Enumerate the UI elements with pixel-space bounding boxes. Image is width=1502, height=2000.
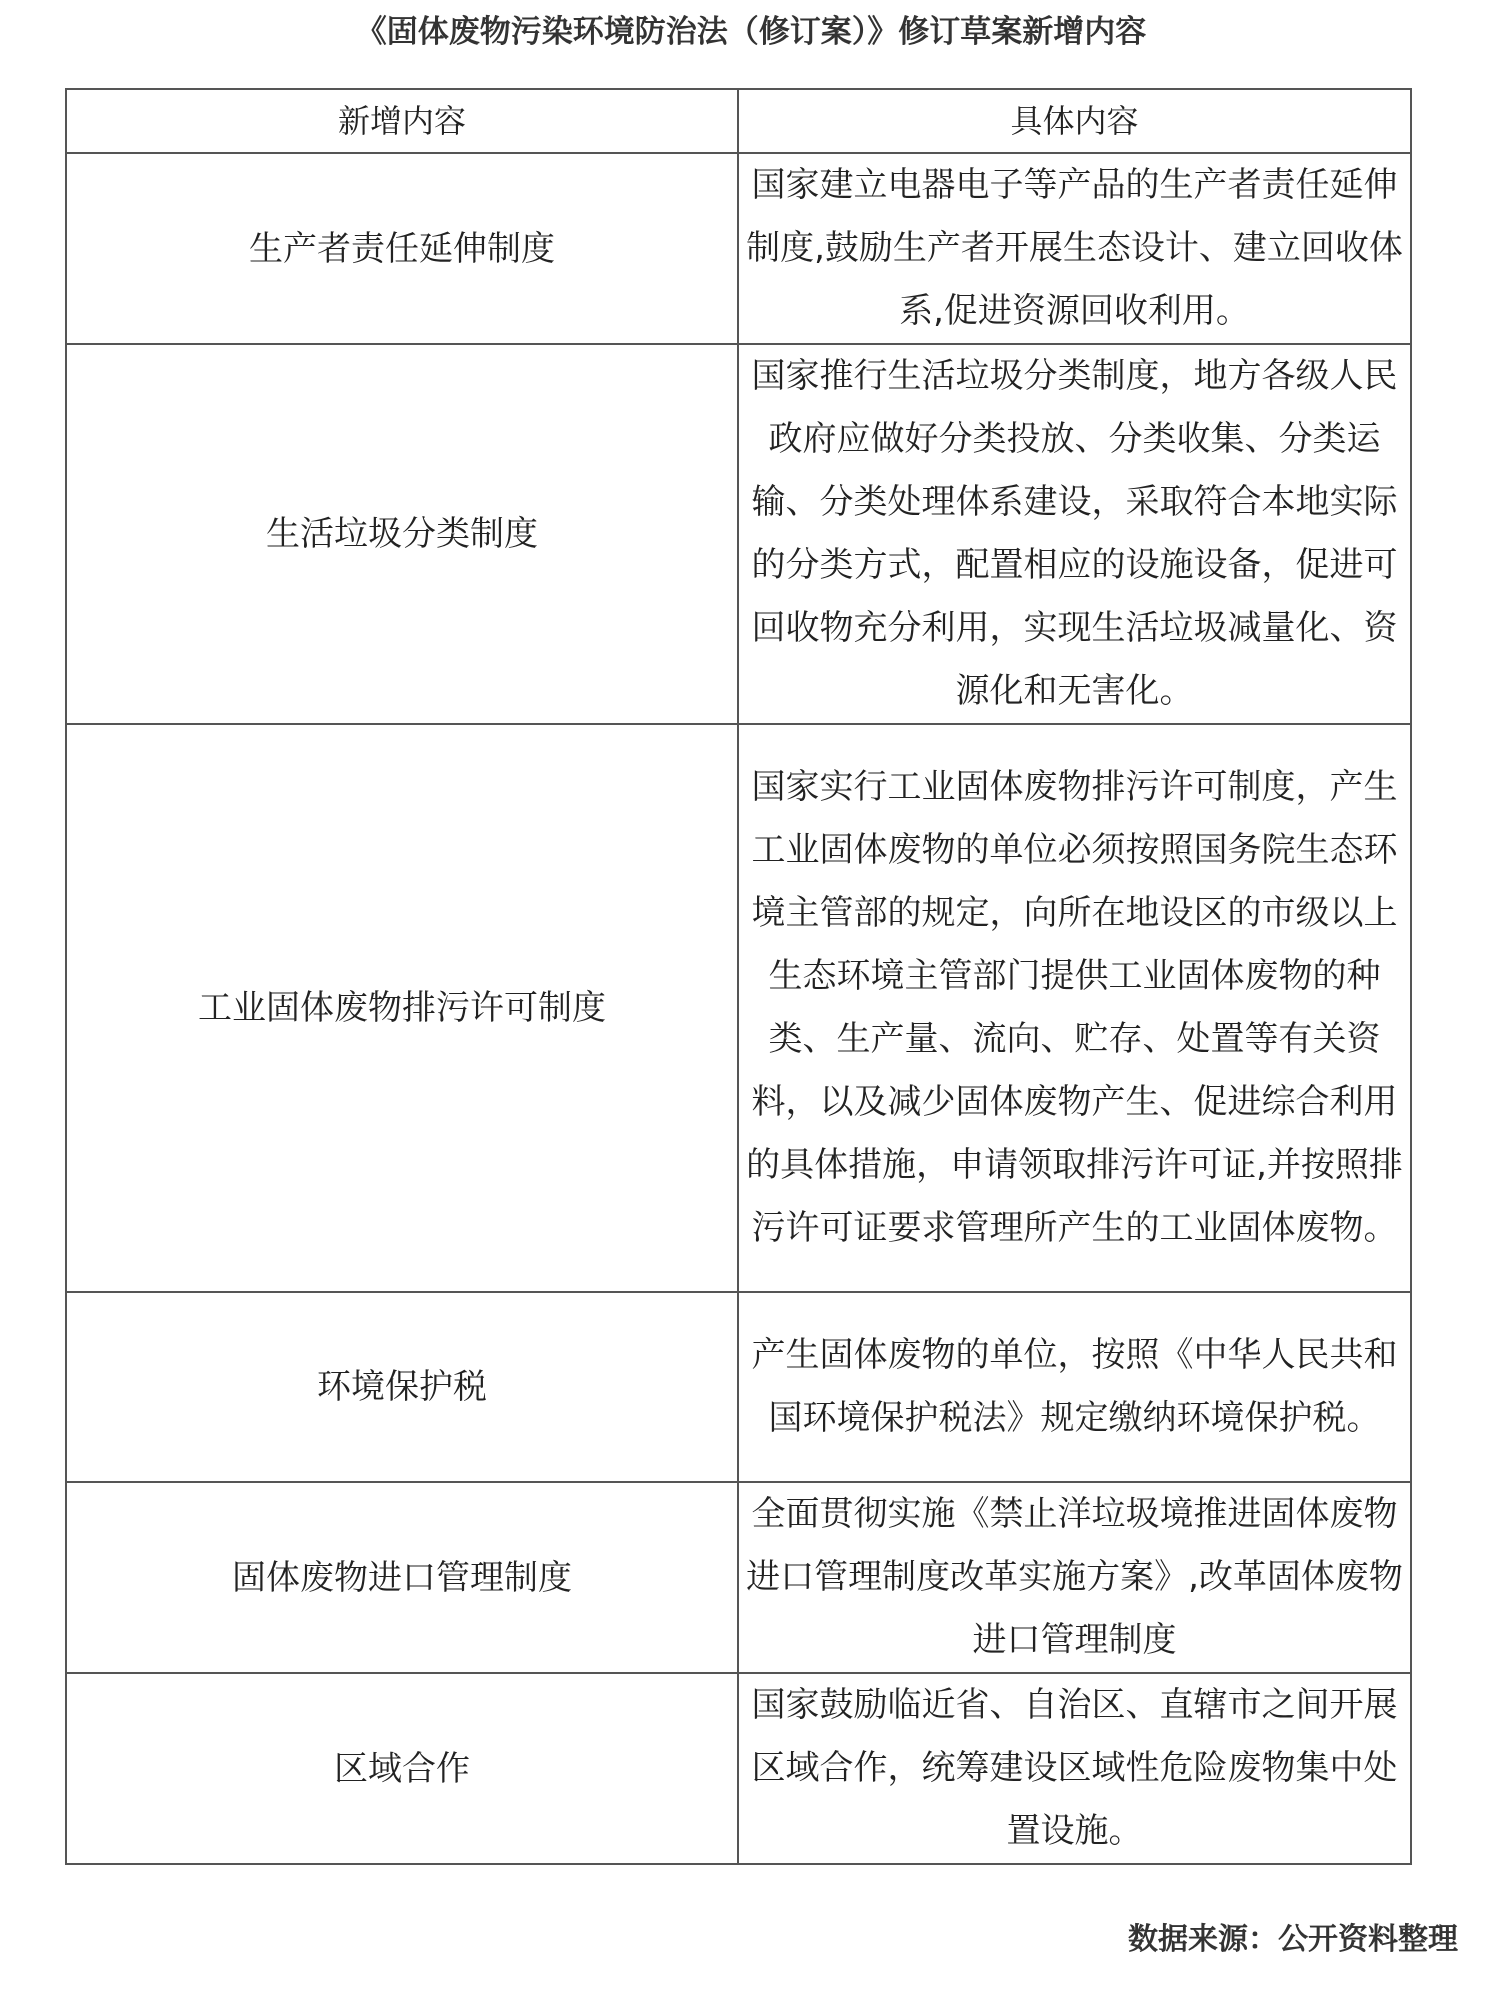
row-name: 生产者责任延伸制度 (66, 153, 738, 344)
header-new-content: 新增内容 (66, 89, 738, 153)
row-detail: 国家实行工业固体废物排污许可制度，产生工业固体废物的单位必须按照国务院生态环境主管部的规定，向所在地设区的市级以上生态环境主管部门提供工业固体废物的种类、生产量、流向、贮存、处置等有关资料，以及减少固体废物产生、促进综合利用的具体措施，申请领取排污许可证,并按照排污许可证要求管理所产生的工业固体废物。 (738, 724, 1411, 1292)
row-detail: 产生固体废物的单位，按照《中华人民共和国环境保护税法》规定缴纳环境保护税。 (738, 1292, 1411, 1482)
table-row (66, 153, 1411, 344)
row-name: 环境保护税 (66, 1292, 738, 1482)
table-header-row (66, 89, 1411, 153)
row-name: 生活垃圾分类制度 (66, 344, 738, 724)
row-name: 区域合作 (66, 1673, 738, 1864)
row-detail: 国家建立电器电子等产品的生产者责任延伸制度,鼓励生产者开展生态设计、建立回收体系,促进资源回收利用。 (738, 153, 1411, 344)
row-name: 固体废物进口管理制度 (66, 1482, 738, 1673)
table-row (66, 724, 1411, 1292)
row-detail: 国家鼓励临近省、自治区、直辖市之间开展区域合作，统筹建设区域性危险废物集中处置设施。 (738, 1673, 1411, 1864)
document-title: 《固体废物污染环境防治法（修订案）》修订草案新增内容 (355, 14, 1147, 50)
content-table (65, 88, 1412, 1865)
row-detail: 全面贯彻实施《禁止洋垃圾境推进固体废物进口管理制度改革实施方案》,改革固体废物进口管理制度 (738, 1482, 1411, 1673)
row-name: 工业固体废物排污许可制度 (66, 724, 738, 1292)
table-row (66, 1292, 1411, 1482)
table-row (66, 1482, 1411, 1673)
table-row (66, 1673, 1411, 1864)
header-specific-content: 具体内容 (738, 89, 1411, 153)
table-row (66, 344, 1411, 724)
row-detail: 国家推行生活垃圾分类制度，地方各级人民政府应做好分类投放、分类收集、分类运输、分类处理体系建设，采取符合本地实际的分类方式，配置相应的设施设备，促进可回收物充分利用，实现生活垃圾减量化、资源化和无害化。 (738, 344, 1411, 724)
data-source-note: 数据来源：公开资料整理 (1128, 1922, 1458, 1957)
